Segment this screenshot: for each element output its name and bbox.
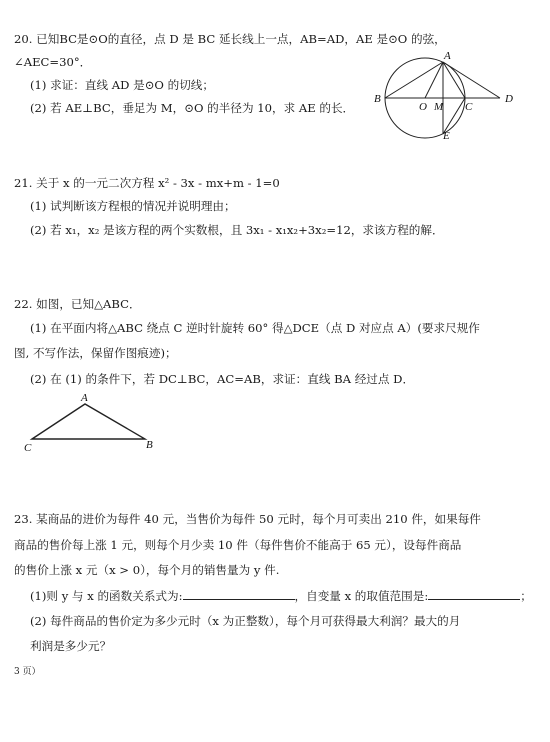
label-m: M	[434, 101, 444, 113]
q23-part2b: 利润是多少元？	[30, 639, 112, 653]
q23-stem: 某商品的进价为每件 40 元，当售价为每件 50 元时，每个月可卖出 210 件，如果每件	[36, 512, 481, 526]
q22-part1b: 图, 不写作法，保留作图痕迹)；	[14, 346, 177, 360]
q20-line1	[14, 31, 446, 47]
triangle-abc	[32, 404, 145, 439]
label-b: B	[146, 439, 153, 451]
q23-part1-suffix: ；	[520, 589, 532, 603]
q22-line1	[14, 296, 141, 312]
q20-number: 20.	[14, 32, 33, 46]
q21-part2: (2) 若 x₁，x₂ 是该方程的两个实数根，且 3x₁ - x₁x₂+3x₂=12，求该方程的解．	[30, 223, 444, 237]
line-ad	[443, 62, 500, 98]
q23-part1-prefix: (1)则 y 与 x 的函数关系式为:	[30, 589, 183, 603]
q23-line3: 的售价上涨 x 元（x > 0），每个月的销售量为 y 件.	[14, 563, 280, 577]
q23-line1	[14, 511, 481, 527]
q20-stem: 已知BC是⊙O的直径，点 D 是 BC 延长线上一点，AB=AD，AE 是⊙O 的弦，	[36, 32, 446, 46]
q22-triangle-figure	[20, 392, 160, 456]
label-a: A	[444, 50, 451, 62]
label-o: O	[419, 101, 427, 113]
q21-line1	[14, 175, 280, 191]
q21-number: 21.	[14, 176, 33, 190]
q23-part1-middle: ，自变量 x 的取值范围是:	[294, 589, 429, 603]
answer-blank-range[interactable]	[428, 588, 520, 600]
answer-blank-function[interactable]	[183, 588, 295, 600]
label-c: C	[465, 101, 473, 113]
q20-circle-figure	[372, 50, 522, 142]
q21-part1: (1) 试判断该方程根的情况并说明理由；	[30, 199, 236, 213]
q22-stem: 如图，已知△ABC．	[36, 297, 141, 311]
q20-part1: (1) 求证：直线 AD 是⊙O 的切线；	[30, 78, 214, 92]
label-a: A	[81, 392, 88, 404]
q22-part1a: (1) 在平面内将△ABC 绕点 C 逆时针旋转 60° 得△DCE（点 D 对应点 A）(要求尺规作	[30, 321, 480, 335]
label-d: D	[505, 93, 513, 105]
q23-part1	[30, 588, 532, 604]
label-b: B	[374, 93, 381, 105]
q21-stem: 关于 x 的一元二次方程 x² - 3x - mx+m - 1=0	[36, 176, 280, 190]
line-ec	[443, 98, 465, 134]
q23-line2: 商品的售价每上涨 1 元，则每个月少卖 10 件（每件售价不能高于 65 元），设每件商品	[14, 538, 462, 552]
q23-number: 23.	[14, 512, 33, 526]
page-footer: 3 页）	[14, 667, 41, 677]
q23-part2a: (2) 每件商品的售价定为多少元时（x 为正整数），每个月可获得最大利润？最大的月	[30, 614, 461, 628]
label-c: C	[24, 442, 32, 454]
q20-part2: (2) 若 AE⊥BC，垂足为 M，⊙O 的半径为 10，求 AE 的长．	[30, 101, 355, 115]
label-e: E	[443, 130, 450, 142]
q22-part2: (2) 在 (1) 的条件下，若 DC⊥BC，AC=AB，求证：直线 BA 经过点 D．	[30, 372, 415, 386]
q20-line2: ∠AEC=30°．	[14, 55, 92, 69]
line-ac	[443, 62, 465, 98]
q22-number: 22.	[14, 297, 33, 311]
